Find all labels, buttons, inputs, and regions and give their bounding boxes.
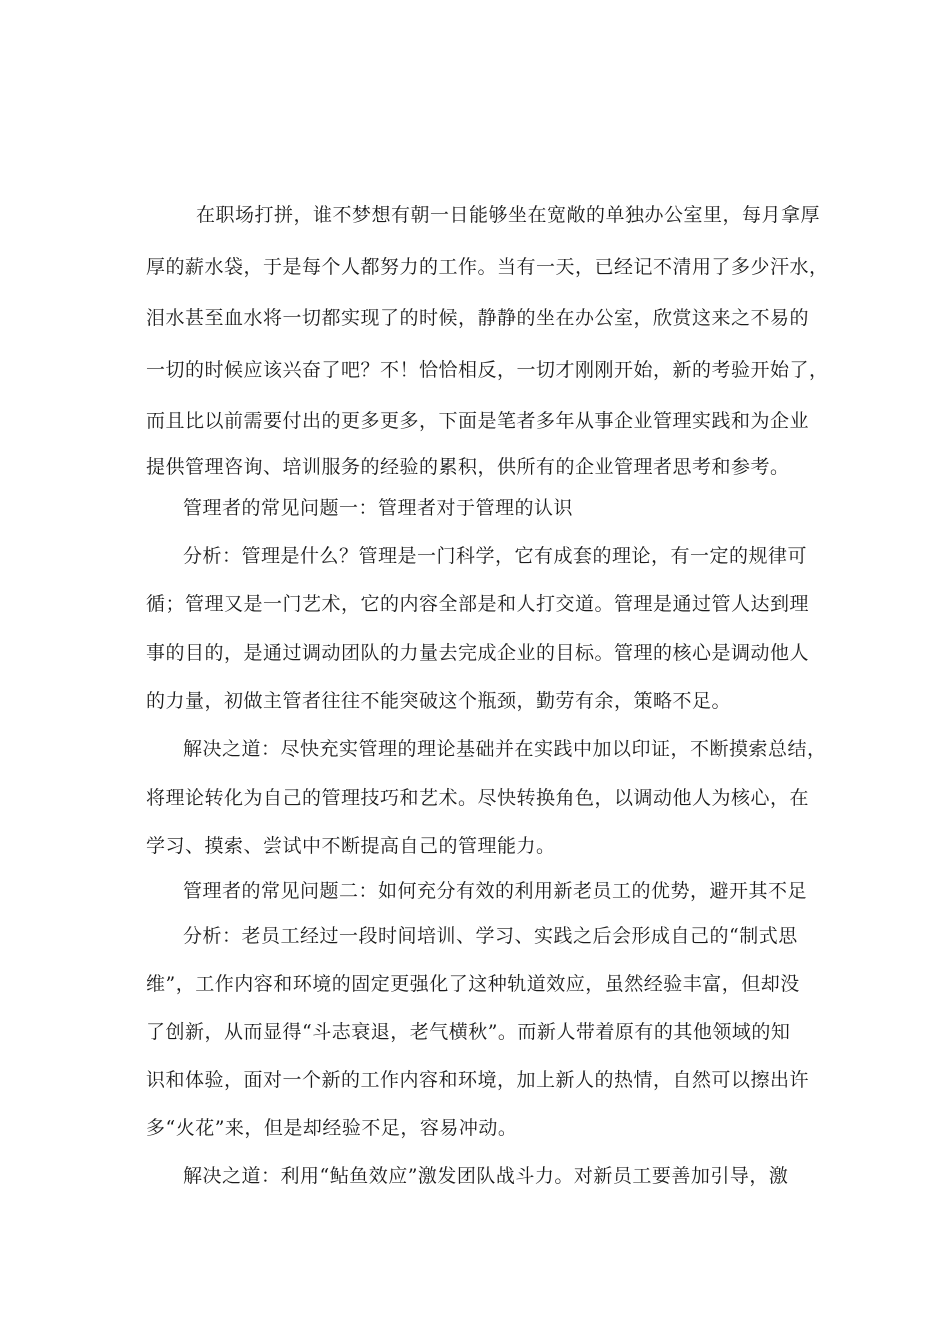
- text-line: 泪水甚至血水将一切都实现了的时候，静静的坐在办公室，欣赏这来之不易的: [146, 307, 810, 329]
- text-line: 将理论转化为自己的管理技巧和艺术。尽快转换角色，以调动他人为核心，在: [146, 787, 810, 809]
- text-line: 解决之道：利用“鲇鱼效应”激发团队战斗力。对新员工要善加引导，激: [183, 1165, 789, 1187]
- text-line: 多“火花”来，但是却经验不足，容易冲动。: [146, 1117, 518, 1139]
- text-line: 分析：管理是什么？管理是一门科学，它有成套的理论，有一定的规律可: [183, 545, 808, 567]
- text-line: 的力量，初做主管者往往不能突破这个瓶颈，勤劳有余，策略不足。: [146, 690, 732, 712]
- text-line: 分析：老员工经过一段时间培训、学习、实践之后会形成自己的“制式思: [183, 925, 798, 947]
- text-line: 一切的时候应该兴奋了吧？不！恰恰相反，一切才刚刚开始，新的考验开始了，: [146, 359, 829, 381]
- text-line: 提供管理咨询、培训服务的经验的累积，供所有的企业管理者思考和参考。: [146, 456, 790, 478]
- text-line: 循；管理又是一门艺术，它的内容全部是和人打交道。管理是通过管人达到理: [146, 593, 810, 615]
- text-line: 学习、摸索、尝试中不断提高自己的管理能力。: [146, 835, 556, 857]
- text-line: 在职场打拼，谁不梦想有朝一日能够坐在宽敞的单独办公室里，每月拿厚: [196, 204, 821, 226]
- text-line: 厚的薪水袋，于是每个人都努力的工作。当有一天，已经记不清用了多少汗水，: [146, 256, 829, 278]
- section-heading: 管理者的常见问题一：管理者对于管理的认识: [183, 497, 574, 519]
- text-line: 而且比以前需要付出的更多更多，下面是笔者多年从事企业管理实践和为企业: [146, 410, 810, 432]
- text-line: 识和体验，面对一个新的工作内容和环境，加上新人的热情，自然可以擦出许: [146, 1069, 810, 1091]
- text-line: 事的目的，是通过调动团队的力量去完成企业的目标。管理的核心是调动他人: [146, 642, 810, 664]
- text-line: 解决之道：尽快充实管理的理论基础并在实践中加以印证，不断摸索总结，: [183, 738, 827, 760]
- section-heading: 管理者的常见问题二：如何充分有效的利用新老员工的优势，避开其不足: [183, 880, 808, 902]
- text-line: 了创新，从而显得“斗志衰退，老气横秋”。而新人带着原有的其他领域的知: [146, 1021, 791, 1043]
- text-line: 维”，工作内容和环境的固定更强化了这种轨道效应，虽然经验丰富，但却没: [146, 973, 800, 995]
